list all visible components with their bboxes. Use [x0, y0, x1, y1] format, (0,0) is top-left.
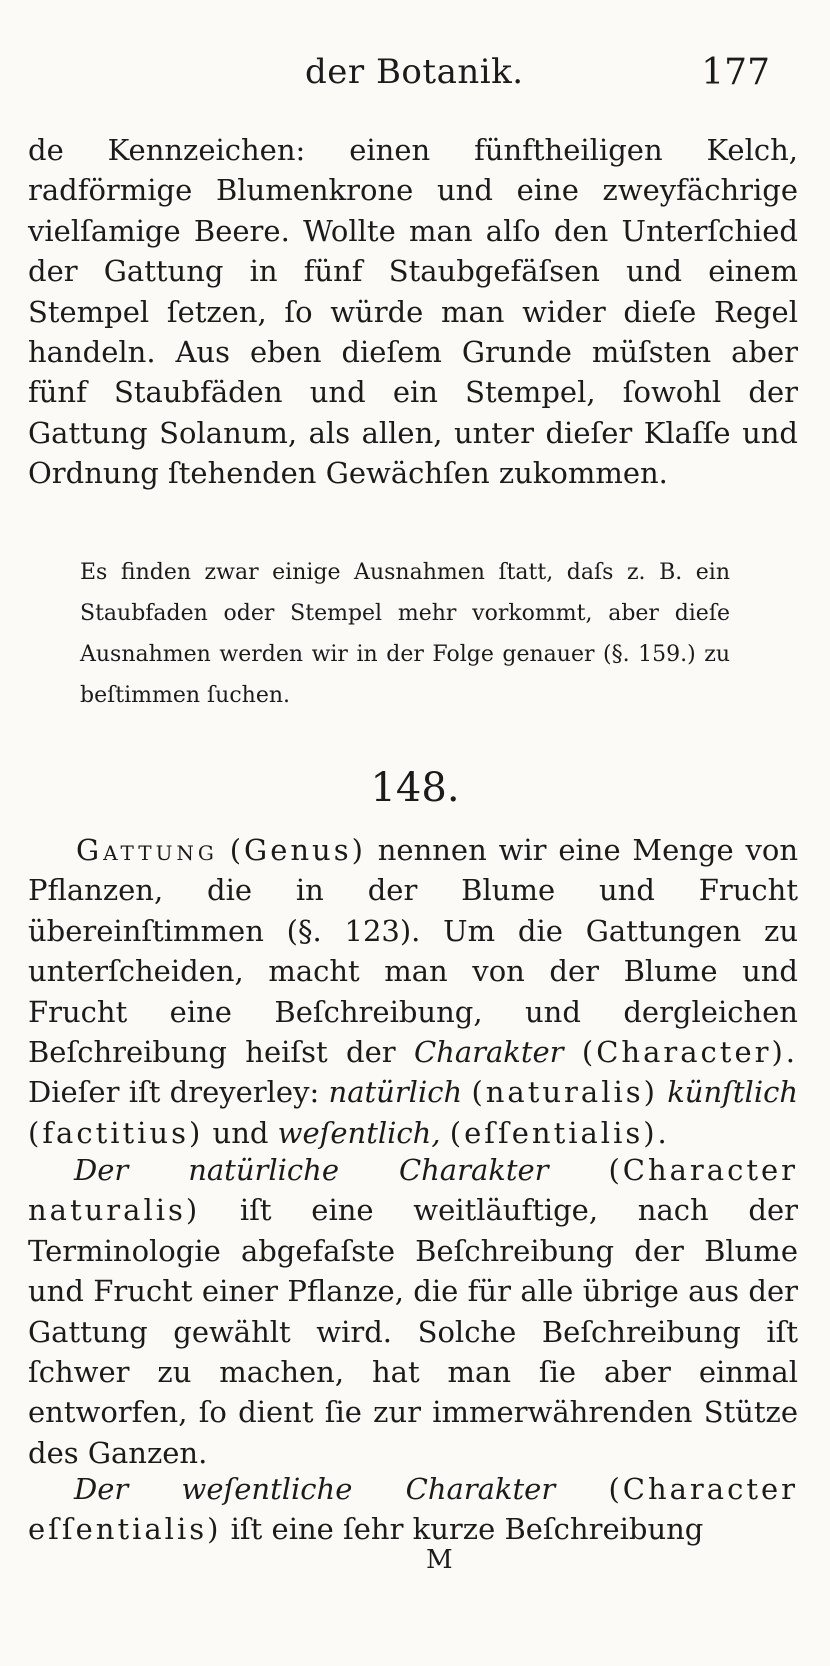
term-natuerlich: natürlich [328, 1075, 463, 1110]
term-essentialis: (eſſentialis). [449, 1115, 670, 1150]
text-segment: iſt eine weitläuftige, nach der Terminologie abgefaſste Beſchreibung der Blume und Frucht einer Pflanze, die für alle übrige aus der Gattung gewählt wird. Solche Beſchreibung iſt ſchwer zu machen, hat man ſie aber einmal entworfen, ſo dient ſie zur immerwährenden Stütze des Ganzen. [28, 1193, 798, 1470]
paragraph-genus-definition [28, 830, 798, 1153]
term-character-essentialis: (Character eſſentialis) [28, 1472, 798, 1547]
text-segment: und [203, 1115, 278, 1150]
footnote-remark: Es finden zwar einige Ausnahmen ſtatt, daſs z. B. ein Staubfaden oder Stempel mehr vorkommt, aber dieſe Ausnahmen werden wir in der Folge genauer (§. 159.) zu beſtimmen ſuchen. [80, 560, 730, 708]
page-number: 177 [701, 52, 770, 93]
term-naturalis: (naturalis) [471, 1075, 658, 1110]
paragraph-continuation: de Kennzeichen: einen fünftheiligen Kelch, radförmige Blumenkrone und eine zweyfächrige vielſamige Beere. Wollte man alſo den Unterſchied der Gattung in fünf Staubgefäſsen und einem Stempel ſetzen, ſo würde man wider dieſe Regel handeln. Aus eben dieſem Grunde müſsten aber fünf Staubfäden und ein Stempel, ſowohl der Gattung Solanum, als allen, unter dieſer Klaſſe und Ordnung ſtehenden Gewächſen zukommen. [28, 133, 798, 491]
text-segment: iſt eine ſehr kurze Beſchreibung [221, 1512, 704, 1547]
term-kuenstlich: künſtlich [667, 1075, 799, 1110]
term-character-naturalis: (Character naturalis) [28, 1153, 798, 1228]
section-number: 148. [370, 765, 460, 811]
running-title: der Botanik. [305, 52, 524, 92]
term-wesentlich: weſentlich, [277, 1115, 441, 1150]
term-factitius: (factitius) [28, 1115, 204, 1150]
page-header [0, 52, 830, 102]
text-segment: nennen wir eine Menge von Pflanzen, die in der Blume und Frucht übereinſtimmen (§. 123). Um die Gattungen zu unterſcheiden, macht man von der Blume und Frucht eine Beſchreibung, und dergleichen Beſchreibung heiſst der [28, 833, 799, 1070]
signature-mark: M [426, 1545, 455, 1575]
term-essential-character: Der weſentliche Charakter [74, 1472, 556, 1506]
paragraph-essential-character [28, 1469, 798, 1550]
term-charakter: Charakter [413, 1035, 564, 1070]
paragraph-natural-character [28, 1150, 798, 1473]
term-character: (Character). [581, 1035, 798, 1070]
term-gattung: Gattung [76, 833, 218, 867]
term-natural-character: Der natürliche Charakter [74, 1153, 549, 1187]
term-genus: (Genus) [229, 833, 366, 867]
text-segment: Dieſer iſt dreyerley: [28, 1075, 329, 1110]
